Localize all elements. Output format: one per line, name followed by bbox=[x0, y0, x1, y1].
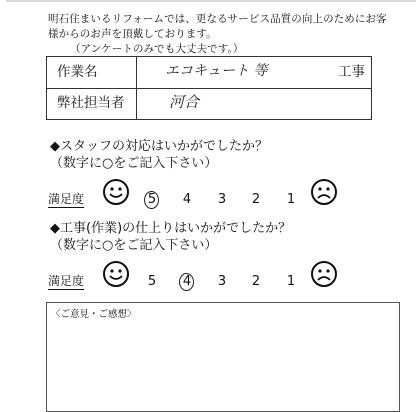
info-table bbox=[46, 56, 372, 120]
comments-box[interactable] bbox=[46, 302, 400, 412]
work-suffix: 工事 bbox=[338, 64, 365, 80]
work-label: 作業名 bbox=[47, 57, 137, 88]
rating-option-1[interactable]: 1 bbox=[286, 274, 296, 289]
question-1 bbox=[50, 138, 268, 172]
top-divider bbox=[6, 0, 416, 2]
rating-option-4[interactable]: 4 bbox=[182, 192, 192, 207]
staff-value[interactable]: 河合 bbox=[169, 93, 200, 111]
comments-title: 〈ご意見・ご感想〉 bbox=[51, 309, 137, 320]
question-1-instruction: （数字に○をご記入下さい） bbox=[50, 156, 218, 171]
rating-option-3[interactable]: 3 bbox=[217, 274, 227, 289]
question-1-text: ◆スタッフの対応はいかがでしたか？ bbox=[50, 139, 268, 154]
rating-option-2[interactable]: 2 bbox=[251, 192, 261, 207]
intro-line-3: （アンケートのみでも大丈夫です。） bbox=[70, 43, 244, 55]
intro-line-1: 明石住まいるリフォームでは、更なるサービス品質の向上のためにお客 bbox=[48, 13, 387, 25]
rating-option-4[interactable]: 4 bbox=[182, 274, 192, 289]
rating-option-5[interactable]: 5 bbox=[147, 274, 157, 289]
rating-option-5[interactable]: 5 bbox=[147, 192, 157, 207]
staff-label: 弊社担当者 bbox=[47, 88, 137, 119]
rating-row-2 bbox=[48, 262, 348, 290]
question-2 bbox=[50, 220, 291, 254]
question-2-text: ◆工事(作業)の仕上りはいかがでしたか？ bbox=[50, 221, 292, 236]
rating-row-1 bbox=[48, 180, 348, 208]
staff-row bbox=[47, 88, 371, 119]
question-2-instruction: （数字に○をご記入下さい） bbox=[50, 238, 218, 253]
rating-option-2[interactable]: 2 bbox=[251, 274, 261, 289]
rating-option-3[interactable]: 3 bbox=[217, 192, 227, 207]
rating-label: 満足度 bbox=[48, 274, 85, 288]
work-value[interactable]: エコキュート 等 bbox=[165, 63, 268, 79]
intro-line-2: 様からのお声を頂戴しております。 bbox=[48, 28, 217, 40]
work-row bbox=[47, 57, 371, 89]
smiley-face-icon bbox=[102, 260, 130, 288]
frowning-face-icon bbox=[310, 178, 338, 206]
rating-option-1[interactable]: 1 bbox=[286, 192, 296, 207]
smiley-face-icon bbox=[102, 178, 130, 206]
frowning-face-icon bbox=[310, 260, 338, 288]
rating-label: 満足度 bbox=[48, 192, 85, 206]
intro-text bbox=[48, 12, 408, 57]
